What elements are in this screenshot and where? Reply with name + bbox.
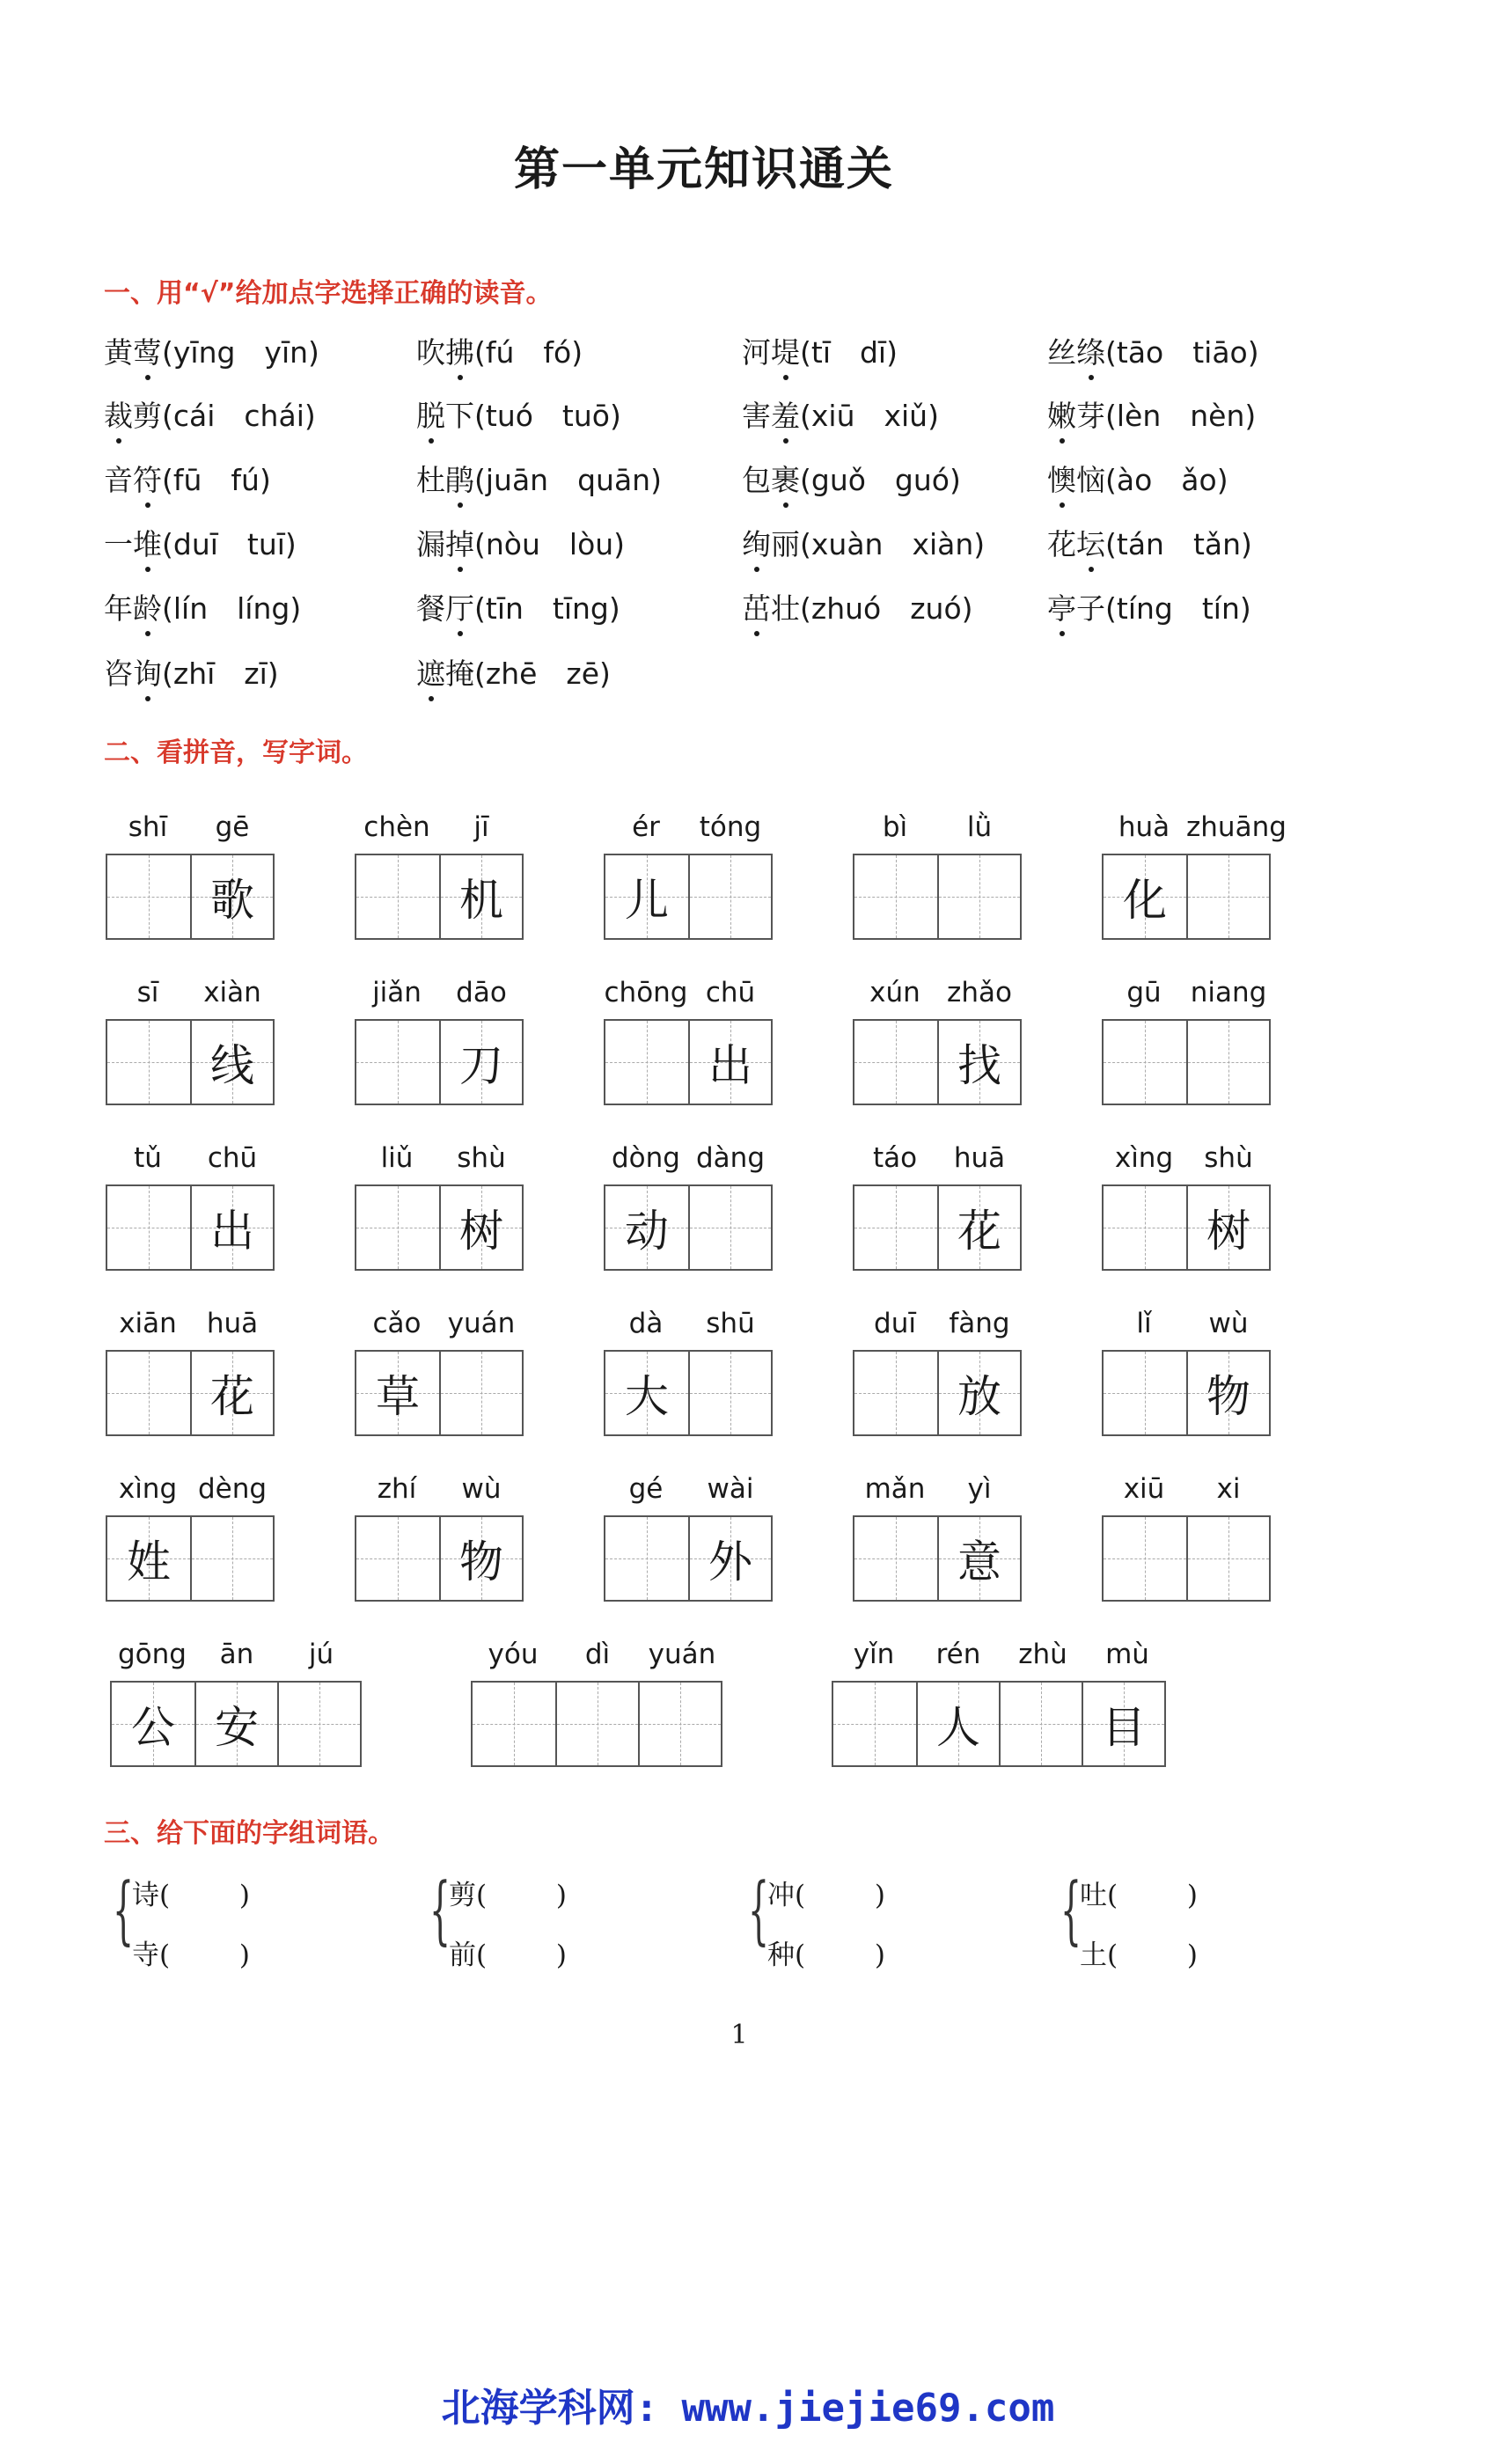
writing-cell[interactable] xyxy=(999,1683,1082,1765)
writing-cell[interactable] xyxy=(1186,1517,1269,1600)
writing-cell[interactable] xyxy=(688,1021,771,1104)
pinyin-options[interactable]: (tuó tuō) xyxy=(474,399,621,433)
pinyin-options[interactable]: (fū fú) xyxy=(162,463,271,497)
writing-cell[interactable] xyxy=(688,1517,771,1600)
reading-item: 包裹(guǒ guó) xyxy=(742,458,961,499)
pinyin-syllable: chèn xyxy=(363,811,430,843)
writing-cell[interactable] xyxy=(190,855,273,938)
pinyin-syllable: rén xyxy=(935,1639,981,1670)
writing-cell[interactable] xyxy=(439,1352,522,1434)
footer-watermark: 北海学科网: www.jiejie69.com xyxy=(441,2386,1055,2431)
writing-cell[interactable] xyxy=(439,1517,522,1600)
pinyin-options[interactable]: (tán tǎn) xyxy=(1105,527,1252,561)
word-blank[interactable]: 吐( ) xyxy=(1080,1880,1199,1911)
reading-item: 懊恼(ào ǎo) xyxy=(1047,458,1228,499)
given-character: 出 xyxy=(708,1040,752,1091)
pinyin-syllable: jī xyxy=(473,811,489,843)
pinyin-options[interactable]: (duī tuī) xyxy=(162,527,297,561)
brace-icon: { xyxy=(1060,1866,1082,1953)
pinyin-syllable: jiǎn xyxy=(372,977,422,1008)
pinyin-syllable: xìng xyxy=(118,1473,178,1505)
reading-item: 一堆(duī tuī) xyxy=(104,522,297,563)
writing-cell[interactable] xyxy=(937,855,1020,938)
dotted-char: 符 xyxy=(133,458,162,499)
writing-cell[interactable] xyxy=(833,1683,916,1765)
pinyin-options[interactable]: (fú fó) xyxy=(474,335,583,370)
writing-cell[interactable] xyxy=(107,1352,190,1434)
pinyin-options[interactable]: (xuàn xiàn) xyxy=(800,527,986,561)
pinyin-options[interactable]: (ào ǎo) xyxy=(1105,463,1228,497)
given-character: 出 xyxy=(210,1206,254,1257)
pinyin-syllable: ér xyxy=(632,811,660,843)
reading-item: 吹拂(fú fó) xyxy=(416,330,583,371)
given-character: 外 xyxy=(708,1536,752,1588)
reading-item: 茁壮(zhuó zuó) xyxy=(742,586,973,627)
dotted-char: 茁 xyxy=(742,586,771,627)
pinyin-syllable: huā xyxy=(206,1308,259,1339)
word-blank[interactable]: 剪( ) xyxy=(449,1880,568,1911)
brace-icon: { xyxy=(113,1866,135,1953)
pinyin-syllable: dòng xyxy=(612,1142,680,1174)
pinyin-syllable: yì xyxy=(967,1473,992,1505)
given-character: 公 xyxy=(131,1702,175,1753)
pinyin-syllable: dàng xyxy=(696,1142,765,1174)
writing-cell[interactable] xyxy=(916,1683,999,1765)
pinyin-syllable: xi xyxy=(1216,1473,1241,1505)
given-character: 儿 xyxy=(625,875,669,926)
writing-cell[interactable] xyxy=(277,1683,360,1765)
writing-cell[interactable] xyxy=(1186,1352,1269,1434)
writing-cell[interactable] xyxy=(190,1517,273,1600)
given-character: 树 xyxy=(1206,1206,1250,1257)
reading-item: 脱下(tuó tuō) xyxy=(416,393,621,435)
given-character: 线 xyxy=(210,1040,254,1091)
writing-cell[interactable] xyxy=(854,1352,937,1434)
reading-item: 害羞(xiū xiǔ) xyxy=(742,393,939,435)
pinyin-options[interactable]: (tíng tín) xyxy=(1105,591,1251,626)
word-blank[interactable]: 诗( ) xyxy=(132,1880,251,1911)
section2-heading: 二、看拼音，写字词。 xyxy=(104,737,368,768)
pinyin-options[interactable]: (zhuó zuó) xyxy=(800,591,973,626)
pinyin-syllable: shī xyxy=(128,811,168,843)
dotted-char: 亭 xyxy=(1047,586,1076,627)
pinyin-syllable: xiū xyxy=(1123,1473,1165,1505)
word-blank[interactable]: 冲( ) xyxy=(767,1880,886,1911)
pinyin-options[interactable]: (zhē zē) xyxy=(474,656,611,691)
writing-cell[interactable] xyxy=(356,1517,439,1600)
pinyin-syllable: bì xyxy=(882,811,908,843)
dotted-char: 裁 xyxy=(104,393,133,435)
dotted-char: 懊 xyxy=(1047,458,1076,499)
pinyin-syllable: táo xyxy=(872,1142,918,1174)
writing-cell[interactable] xyxy=(473,1683,555,1765)
writing-cell[interactable] xyxy=(638,1683,721,1765)
given-character: 机 xyxy=(459,875,503,926)
given-character: 意 xyxy=(957,1536,1001,1588)
pinyin-options[interactable]: (xiū xiǔ) xyxy=(800,399,939,433)
pinyin-syllable: zhù xyxy=(1018,1639,1067,1670)
writing-cell[interactable] xyxy=(356,855,439,938)
reading-item: 咨询(zhī zī) xyxy=(104,651,279,693)
writing-cell[interactable] xyxy=(688,1186,771,1269)
writing-cell[interactable] xyxy=(937,1352,1020,1434)
pinyin-options[interactable]: (lín líng) xyxy=(162,591,302,626)
pinyin-syllable: lǜ xyxy=(966,811,993,843)
writing-cell[interactable] xyxy=(107,855,190,938)
pinyin-syllable: zhí xyxy=(377,1473,417,1505)
pinyin-syllable: dì xyxy=(584,1639,611,1670)
writing-cell[interactable] xyxy=(356,1021,439,1104)
writing-cell[interactable] xyxy=(190,1352,273,1434)
pinyin-syllable: chū xyxy=(207,1142,258,1174)
pinyin-syllable: jú xyxy=(308,1639,334,1670)
given-character: 动 xyxy=(625,1206,669,1257)
dotted-char: 脱 xyxy=(416,393,445,435)
brace-icon: { xyxy=(748,1866,770,1953)
word-blank[interactable]: 前( ) xyxy=(449,1940,568,1971)
pinyin-options[interactable]: (lèn nèn) xyxy=(1105,399,1257,433)
reading-item: 杜鹃(juān quān) xyxy=(416,458,662,499)
pinyin-syllable: wài xyxy=(707,1473,754,1505)
writing-cell[interactable] xyxy=(854,1186,937,1269)
given-character: 大 xyxy=(625,1371,669,1422)
writing-cell[interactable] xyxy=(1104,1352,1186,1434)
pinyin-syllable: shù xyxy=(1204,1142,1253,1174)
dotted-char: 拂 xyxy=(445,330,474,371)
pinyin-syllable: yǐn xyxy=(853,1639,895,1670)
given-character: 目 xyxy=(1102,1702,1146,1753)
pinyin-syllable: huā xyxy=(953,1142,1006,1174)
pinyin-syllable: huà xyxy=(1118,811,1170,843)
writing-cell[interactable] xyxy=(605,1352,688,1434)
dotted-char: 堤 xyxy=(771,330,800,371)
dotted-char: 堆 xyxy=(133,522,162,563)
given-character: 物 xyxy=(459,1536,503,1588)
pinyin-options[interactable]: (tāo tiāo) xyxy=(1105,335,1259,370)
writing-cell[interactable] xyxy=(854,1021,937,1104)
reading-item: 嫩芽(lèn nèn) xyxy=(1047,393,1256,435)
brace-icon: { xyxy=(429,1866,451,1953)
writing-cell[interactable] xyxy=(605,1021,688,1104)
writing-cell[interactable] xyxy=(107,1021,190,1104)
writing-cell[interactable] xyxy=(605,855,688,938)
pinyin-syllable: wù xyxy=(461,1473,502,1505)
writing-cell[interactable] xyxy=(555,1683,638,1765)
pinyin-options[interactable]: (tīn tīng) xyxy=(474,591,620,626)
reading-item: 丝绦(tāo tiāo) xyxy=(1047,330,1259,371)
dotted-char: 遮 xyxy=(416,651,445,693)
dotted-char: 鹃 xyxy=(445,458,474,499)
pinyin-syllable: chōng xyxy=(604,977,688,1008)
dotted-char: 羞 xyxy=(771,393,800,435)
pinyin-syllable: xiān xyxy=(119,1308,177,1339)
dotted-char: 嫩 xyxy=(1047,393,1076,435)
pinyin-options[interactable]: (zhī zī) xyxy=(162,656,279,691)
pinyin-syllable: gé xyxy=(628,1473,664,1505)
pinyin-syllable: dāo xyxy=(456,977,507,1008)
reading-item: 亭子(tíng tín) xyxy=(1047,586,1251,627)
pinyin-options[interactable]: (cái chái) xyxy=(162,399,316,433)
dotted-char: 绚 xyxy=(742,522,771,563)
writing-cell[interactable] xyxy=(854,1517,937,1600)
writing-cell[interactable] xyxy=(1104,855,1186,938)
pinyin-syllable: duī xyxy=(874,1308,916,1339)
pinyin-syllable: lǐ xyxy=(1136,1308,1152,1339)
dotted-char: 厅 xyxy=(445,586,474,627)
page-title: 第一单元知识通关 xyxy=(513,143,894,196)
reading-item: 音符(fū fú) xyxy=(104,458,271,499)
reading-item: 黄莺(yīng yīn) xyxy=(104,330,319,371)
word-blank[interactable]: 种( ) xyxy=(767,1940,886,1971)
pinyin-syllable: cǎo xyxy=(372,1308,422,1339)
pinyin-syllable: tóng xyxy=(699,811,762,843)
pinyin-syllable: xiàn xyxy=(203,977,261,1008)
pinyin-syllable: yuán xyxy=(447,1308,516,1339)
dotted-char: 裹 xyxy=(771,458,800,499)
dotted-char: 询 xyxy=(133,651,162,693)
pinyin-syllable: shū xyxy=(706,1308,755,1339)
reading-item: 遮掩(zhē zē) xyxy=(416,651,611,693)
word-blank[interactable]: 土( ) xyxy=(1080,1940,1199,1971)
writing-cell[interactable] xyxy=(439,1186,522,1269)
given-character: 安 xyxy=(215,1702,259,1753)
writing-cell[interactable] xyxy=(194,1683,277,1765)
pinyin-syllable: tǔ xyxy=(134,1142,162,1174)
section1-heading: 一、用“√”给加点字选择正确的读音。 xyxy=(104,278,553,309)
given-character: 找 xyxy=(957,1040,1001,1091)
pinyin-syllable: gū xyxy=(1126,977,1162,1008)
given-character: 树 xyxy=(459,1206,503,1257)
pinyin-syllable: yuán xyxy=(648,1639,716,1670)
writing-cell[interactable] xyxy=(107,1186,190,1269)
pinyin-syllable: dà xyxy=(628,1308,664,1339)
pinyin-options[interactable]: (guǒ guó) xyxy=(800,463,961,497)
pinyin-options[interactable]: (yīng yīn) xyxy=(162,335,319,370)
given-character: 花 xyxy=(957,1206,1001,1257)
reading-item: 餐厅(tīn tīng) xyxy=(416,586,620,627)
pinyin-options[interactable]: (tī dī) xyxy=(800,335,898,370)
writing-cell[interactable] xyxy=(1104,1021,1186,1104)
pinyin-options[interactable]: (nòu lòu) xyxy=(474,527,626,561)
given-character: 刀 xyxy=(459,1040,503,1091)
page-number: 1 xyxy=(730,2020,748,2050)
dotted-char: 绦 xyxy=(1076,330,1105,371)
writing-cell[interactable] xyxy=(1082,1683,1164,1765)
reading-item: 花坛(tán tǎn) xyxy=(1047,522,1252,563)
pinyin-syllable: liǔ xyxy=(380,1142,414,1174)
writing-cell[interactable] xyxy=(190,1021,273,1104)
reading-item: 河堤(tī dī) xyxy=(742,330,898,371)
writing-cell[interactable] xyxy=(688,855,771,938)
pinyin-syllable: niang xyxy=(1190,977,1267,1008)
given-character: 花 xyxy=(210,1371,254,1422)
dotted-char: 坛 xyxy=(1076,522,1105,563)
writing-cell[interactable] xyxy=(1186,1021,1269,1104)
reading-item: 漏掉(nòu lòu) xyxy=(416,522,625,563)
pinyin-syllable: yóu xyxy=(488,1639,539,1670)
pinyin-syllable: gē xyxy=(215,811,250,843)
pinyin-options[interactable]: (juān quān) xyxy=(474,463,662,497)
given-character: 人 xyxy=(936,1702,980,1753)
writing-cell[interactable] xyxy=(937,1517,1020,1600)
section3-heading: 三、给下面的字组词语。 xyxy=(104,1818,394,1849)
pinyin-syllable: xún xyxy=(869,977,920,1008)
pinyin-syllable: wù xyxy=(1208,1308,1249,1339)
pinyin-syllable: gōng xyxy=(118,1639,187,1670)
pinyin-syllable: sī xyxy=(136,977,159,1008)
reading-item: 裁剪(cái chái) xyxy=(104,393,316,435)
given-character: 物 xyxy=(1206,1371,1250,1422)
given-character: 歌 xyxy=(210,875,254,926)
writing-cell[interactable] xyxy=(854,855,937,938)
pinyin-syllable: dèng xyxy=(197,1473,268,1505)
writing-cell[interactable] xyxy=(1186,1186,1269,1269)
writing-cell[interactable] xyxy=(1186,855,1269,938)
pinyin-syllable: chū xyxy=(705,977,756,1008)
pinyin-syllable: zhǎo xyxy=(947,977,1012,1008)
writing-cell[interactable] xyxy=(107,1517,190,1600)
word-blank[interactable]: 寺( ) xyxy=(132,1940,251,1971)
writing-cell[interactable] xyxy=(1104,1186,1186,1269)
pinyin-syllable: xìng xyxy=(1114,1142,1174,1174)
writing-cell[interactable] xyxy=(356,1186,439,1269)
writing-cell[interactable] xyxy=(112,1683,194,1765)
pinyin-syllable: ān xyxy=(219,1639,254,1670)
given-character: 草 xyxy=(376,1371,420,1422)
pinyin-syllable: shù xyxy=(457,1142,506,1174)
reading-item: 绚丽(xuàn xiàn) xyxy=(742,522,985,563)
writing-cell[interactable] xyxy=(688,1352,771,1434)
writing-cell[interactable] xyxy=(356,1352,439,1434)
writing-cell[interactable] xyxy=(439,1021,522,1104)
dotted-char: 龄 xyxy=(133,586,162,627)
writing-cell[interactable] xyxy=(439,855,522,938)
dotted-char: 莺 xyxy=(133,330,162,371)
pinyin-syllable: fàng xyxy=(949,1308,1010,1339)
given-character: 姓 xyxy=(127,1536,171,1588)
reading-item: 年龄(lín líng) xyxy=(104,586,301,627)
writing-cell[interactable] xyxy=(605,1186,688,1269)
pinyin-syllable: mù xyxy=(1105,1639,1149,1670)
writing-cell[interactable] xyxy=(937,1186,1020,1269)
writing-cell[interactable] xyxy=(1104,1517,1186,1600)
given-character: 化 xyxy=(1123,875,1167,926)
pinyin-syllable: mǎn xyxy=(864,1473,926,1505)
dotted-char: 掉 xyxy=(445,522,474,563)
given-character: 放 xyxy=(957,1371,1001,1422)
writing-cell[interactable] xyxy=(190,1186,273,1269)
writing-cell[interactable] xyxy=(937,1021,1020,1104)
writing-cell[interactable] xyxy=(605,1517,688,1600)
pinyin-syllable: zhuāng xyxy=(1186,811,1287,843)
